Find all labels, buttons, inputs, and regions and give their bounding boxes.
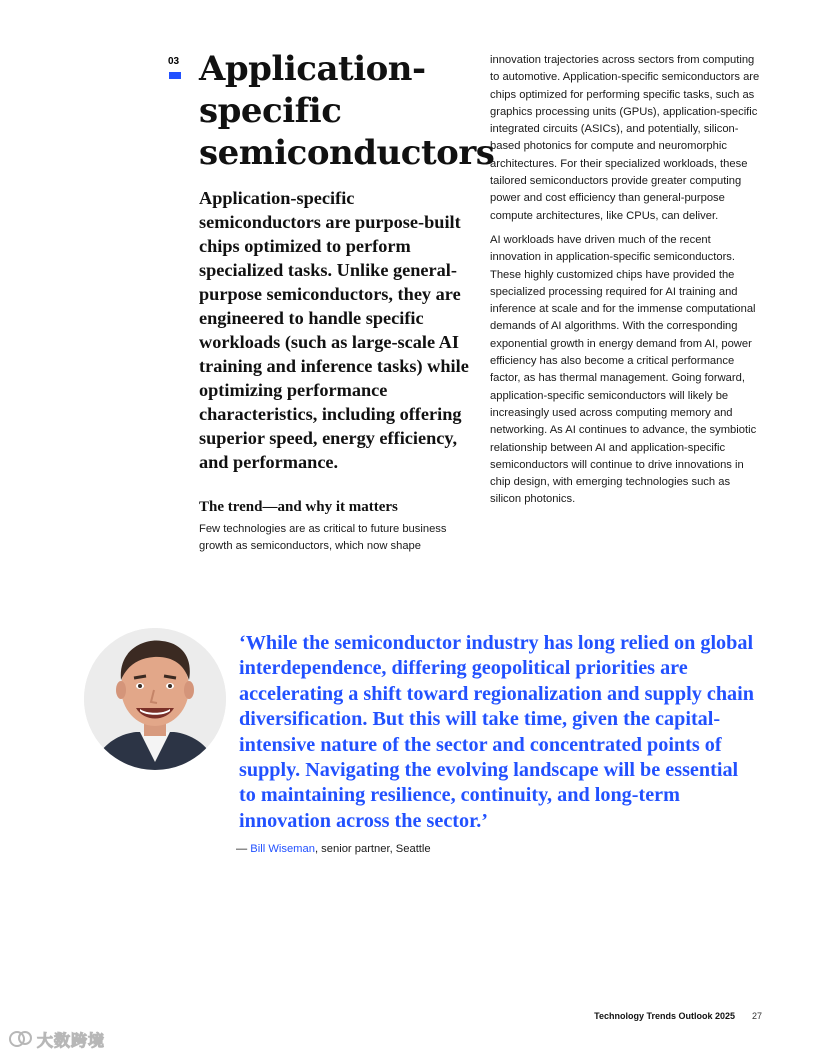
section-number: 03	[168, 56, 180, 67]
watermark-logo-icon	[8, 1030, 34, 1048]
watermark-text: 大数跨境	[37, 1030, 106, 1050]
page-title: Application-specific semiconductors	[199, 49, 495, 173]
right-column	[490, 52, 762, 509]
pull-quote: ‘While the semiconductor industry has long relied on global interdependence, differing geopolitical priorities are accelerating a shift toward regionalization and supply chain diversification. But this will take time, given the capital-intensive nature of the sector and concentrated points of supply. Navigating the evolving landscape will be essential to maintaining resilience, continuity, and long-term innovation across the sector.’	[239, 632, 754, 832]
author-photo	[84, 628, 226, 770]
author-role: , senior partner, Seattle	[314, 843, 431, 855]
trend-heading: The trend—and why it matters	[199, 499, 398, 515]
page-number: 27	[752, 1011, 763, 1021]
author-link[interactable]: Bill Wiseman	[250, 843, 315, 855]
watermark	[8, 1028, 105, 1050]
lede-paragraph: Application-specific semiconductors are purpose-built chips optimized to perform specialized tasks. Unlike general-purpose semiconductors, they are engineered to handle specific workloads (such as large-scale AI training and inference tasks) while optimizing performance characteristics, including offering superior speed, energy efficiency, and performance.	[199, 188, 469, 472]
trend-intro-text: Few technologies are as critical to future business growth as semiconductors, which now shape	[199, 523, 447, 553]
body-paragraph-1: innovation trajectories across sectors from computing to automotive. Application-specific semiconductors are chips optimized for performing specific tasks, such as graphics processing units (GPUs), application-specific integrated circuits (ASICs), and potentially, silicon-based photonics for compute and neuromorphic architectures. For their specialized workloads, these tailored semiconductors provide greater computing power and cost efficiency than general-purpose compute architectures, like CPUs, can deliver.	[490, 54, 760, 222]
attribution-dash: —	[236, 843, 251, 855]
quote-attribution	[236, 843, 431, 855]
portrait-illustration	[84, 628, 226, 770]
footer-publication: Technology Trends Outlook 2025	[594, 1011, 735, 1021]
section-marker	[169, 72, 181, 79]
body-paragraph-2: AI workloads have driven much of the recent innovation in application-specific semiconductors. These highly customized chips have provided the specialized processing required for AI training and inference at scale and for the immense computational demands of AI algorithms. With the corresponding exponential growth in energy demand from AI, power efficiency has also become a critical performance factor, as has thermal management. Going forward, application-specific semiconductors will likely be increasingly used across computing memory and networking. As AI continues to advance, the symbiotic relationship between AI and application-specific semiconductors will continue to drive innovations in chip design, with emerging technologies such as silicon photonics.	[490, 233, 757, 506]
